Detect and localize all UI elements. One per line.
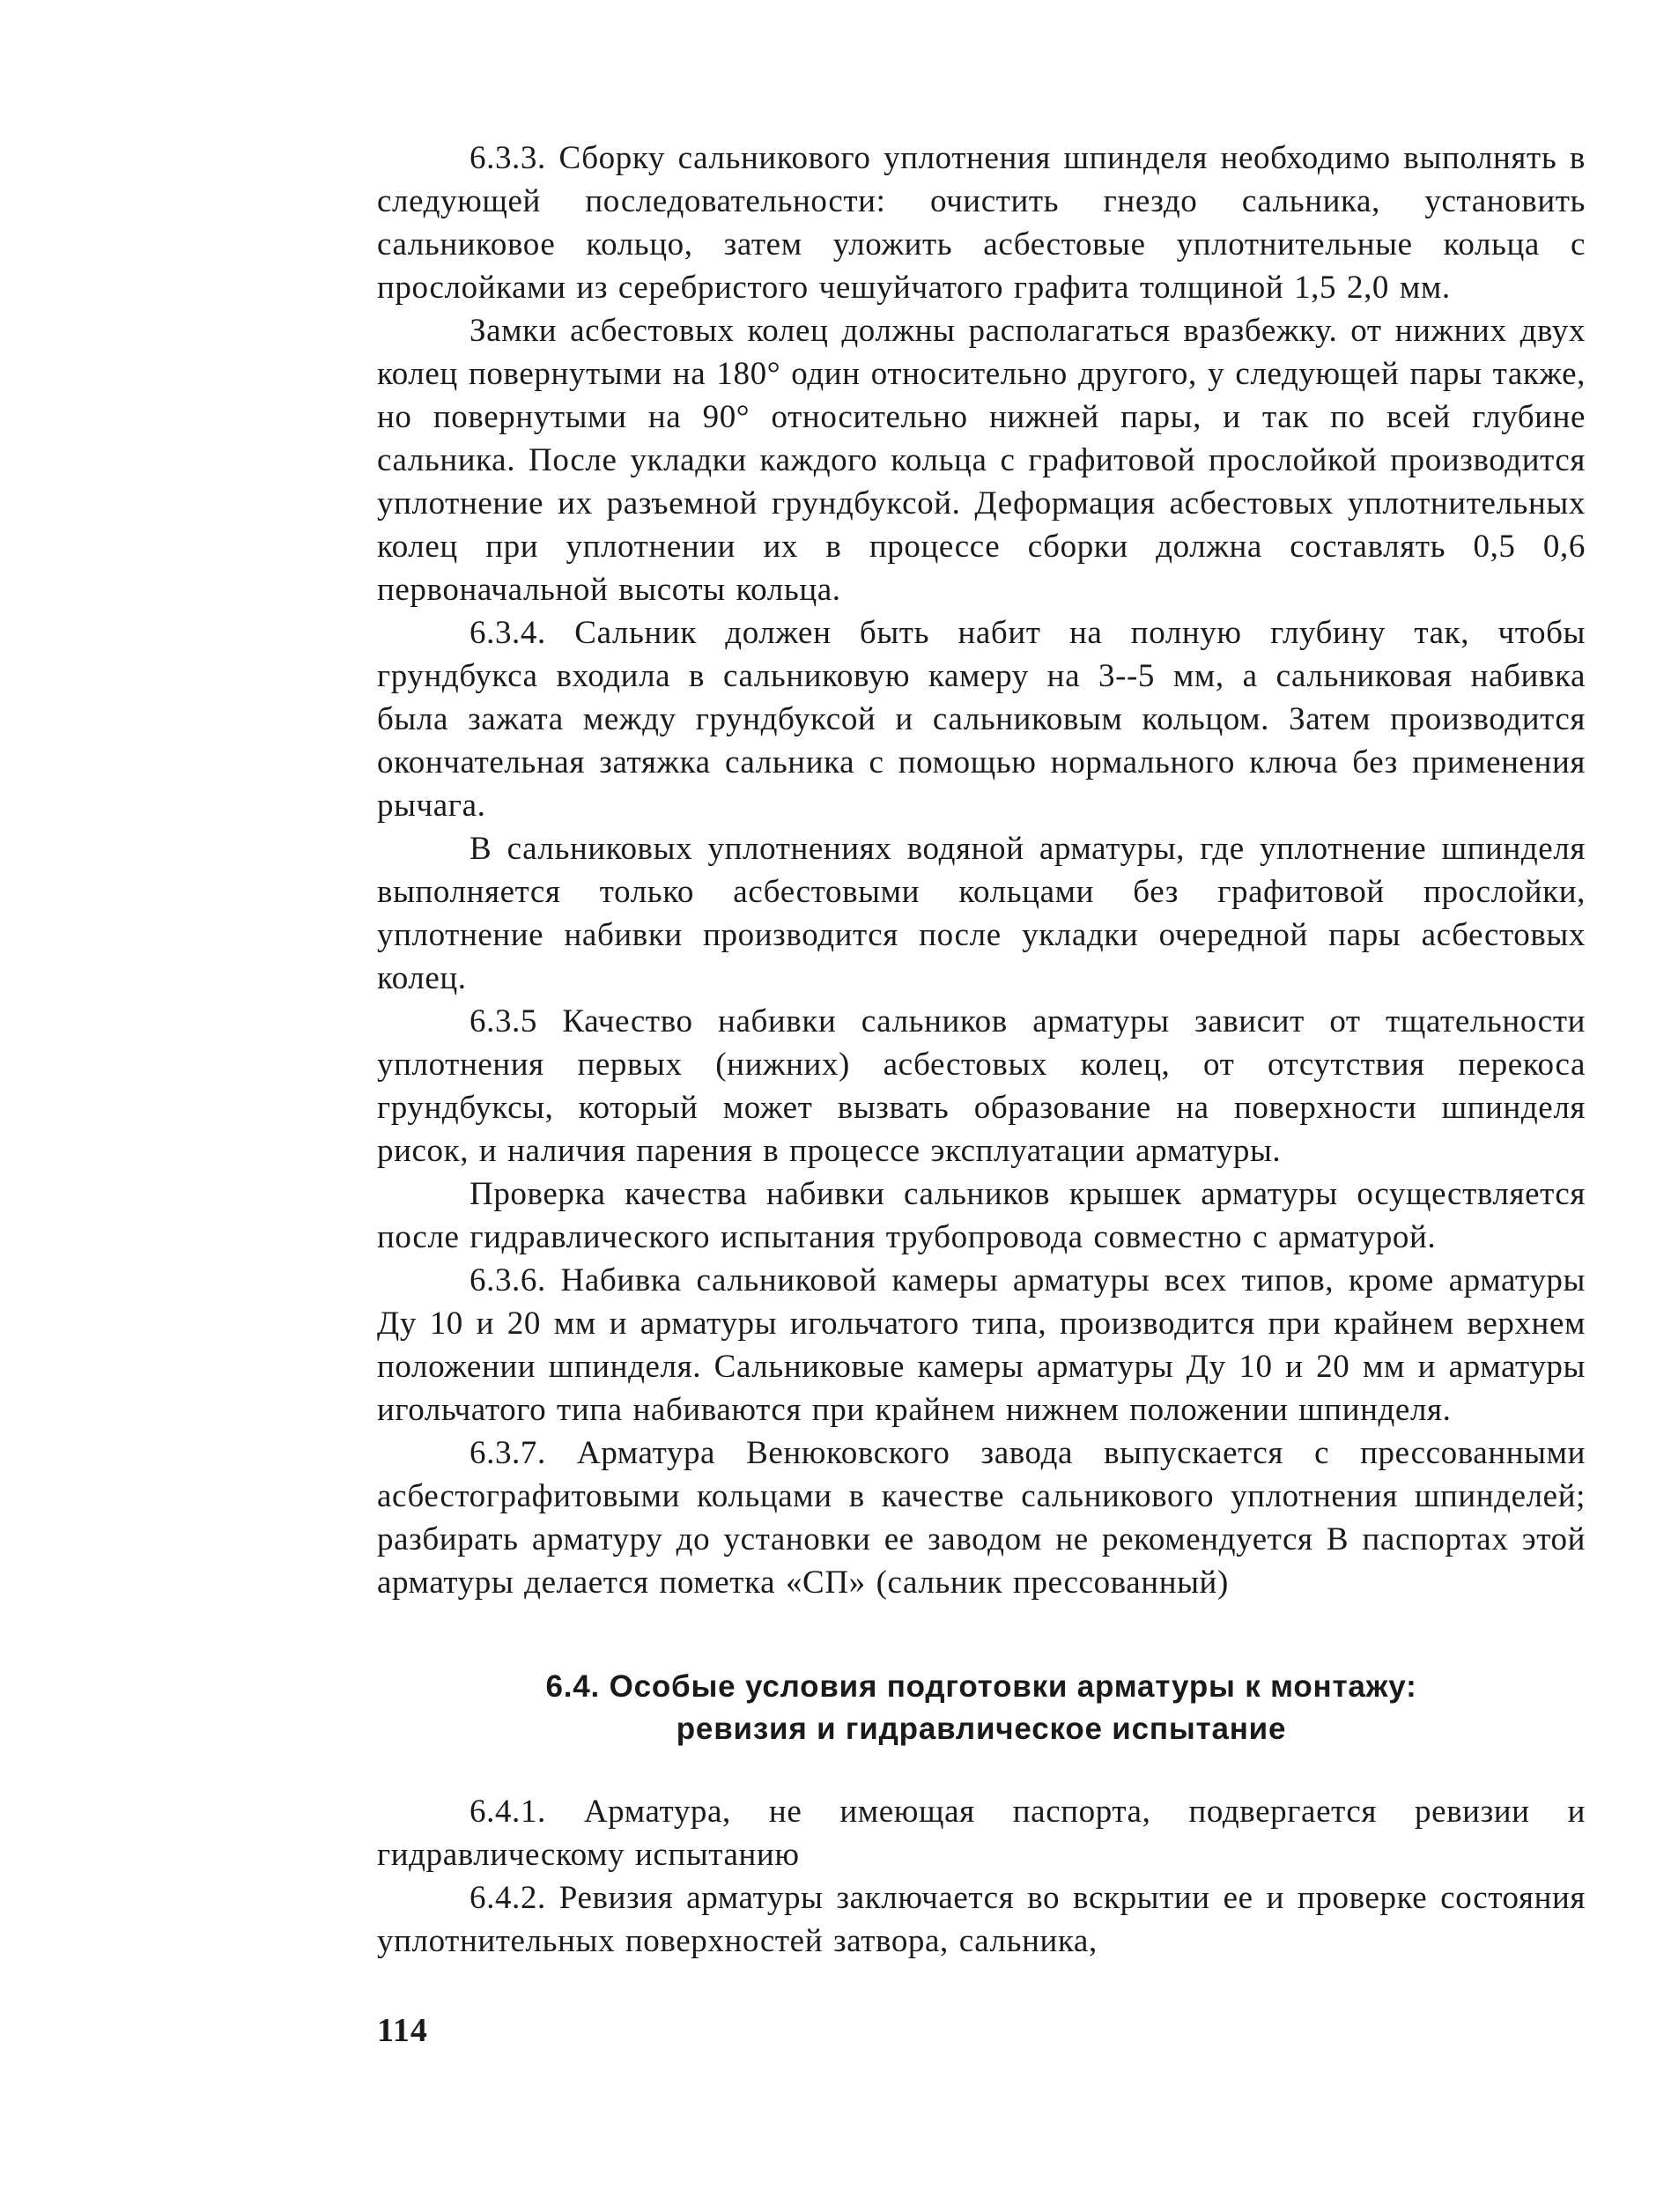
paragraph-6-4-2: 6.4.2. Ревизия арматуры заключается во вскрытии ее и проверке состояния уплотнительных поверхностей затвора, сальника, <box>377 1880 1586 1959</box>
page-content <box>377 137 1586 1963</box>
paragraph-packing-quality-check: Проверка качества набивки сальников крышек арматуры осуществляется после гидравлического испытания трубопровода совместно с арматурой. <box>377 1176 1586 1255</box>
paragraph-6-3-6: 6.3.6. Набивка сальниковой камеры арматуры всех типов, кроме арматуры Ду 10 и 20 мм и арматуры игольчатого типа, производится при крайнем верхнем положении шпинделя. Сальниковые камеры арматуры Ду 10 и 20 мм и арматуры игольчатого типа набиваются при крайнем нижнем положении шпинделя. <box>377 1262 1586 1428</box>
paragraph-gland-ring-locks: Замки асбестовых колец должны располагаться вразбежку. от нижних двух колец повернутыми на 180° один относительно другого, у следующей пары также, но повернутыми на 90° относительно нижней пары, и так по всей глубине сальника. После укладки каждого кольца с графитовой прослойкой производится уплотнение их разъемной грундбуксой. Деформация асбестовых уплотнительных колец при уплотнении их в процессе сборки должна составлять 0,5 0,6 первоначальной высоты кольца. <box>377 313 1586 608</box>
page-number: 114 <box>377 2012 428 2049</box>
paragraph-6-3-7: 6.3.7. Арматура Венюковского завода выпускается с прессованными асбестографитовыми кольцами в качестве сальникового уплотнения шпинделей; разбирать арматуру до установки ее заводом не рекомендуется В паспортах этой арматуры делается пометка «СП» (сальник прессованный) <box>377 1435 1586 1601</box>
paragraph-water-valve-seals: В сальниковых уплотнениях водяной арматуры, где уплотнение шпинделя выполняется только асбестовыми кольцами без графитовой прослойки, уплотнение набивки производится после укладки очередной пары асбестовых колец. <box>377 831 1586 996</box>
paragraph-6-3-5: 6.3.5 Качество набивки сальников арматуры зависит от тщательности уплотнения первых (нижних) асбестовых колец, от отсутствия перекоса грундбуксы, который может вызвать образование на поверхности шпинделя рисок, и наличия парения в процессе эксплуатации арматуры. <box>377 1003 1586 1169</box>
paragraph-6-3-4: 6.3.4. Сальник должен быть набит на полную глубину так, чтобы грундбукса входила в сальниковую камеру на 3--5 мм, а сальниковая набивка была зажата между грундбуксой и сальниковым кольцом. Затем производится окончательная затяжка сальника с помощью нормального ключа без применения рычага. <box>377 615 1586 824</box>
section-heading-line-1: 6.4. Особые условия подготовки арматуры к монтажу: <box>545 1669 1417 1704</box>
paragraph-6-4-1: 6.4.1. Арматура, не имеющая паспорта, подвергается ревизии и гидравлическому испытанию <box>377 1794 1586 1873</box>
paragraph-6-3-3: 6.3.3. Сборку сальникового уплотнения шпинделя необходимо выполнять в следующей последовательности: очистить гнездо сальника, установить сальниковое кольцо, затем уложить асбестовые уплотнительные кольца с прослойками из серебристого чешуйчатого графита толщиной 1,5 2,0 мм. <box>377 140 1586 306</box>
section-heading-line-2: ревизия и гидравлическое испытание <box>676 1712 1287 1746</box>
section-heading-6-4 <box>377 1666 1586 1750</box>
